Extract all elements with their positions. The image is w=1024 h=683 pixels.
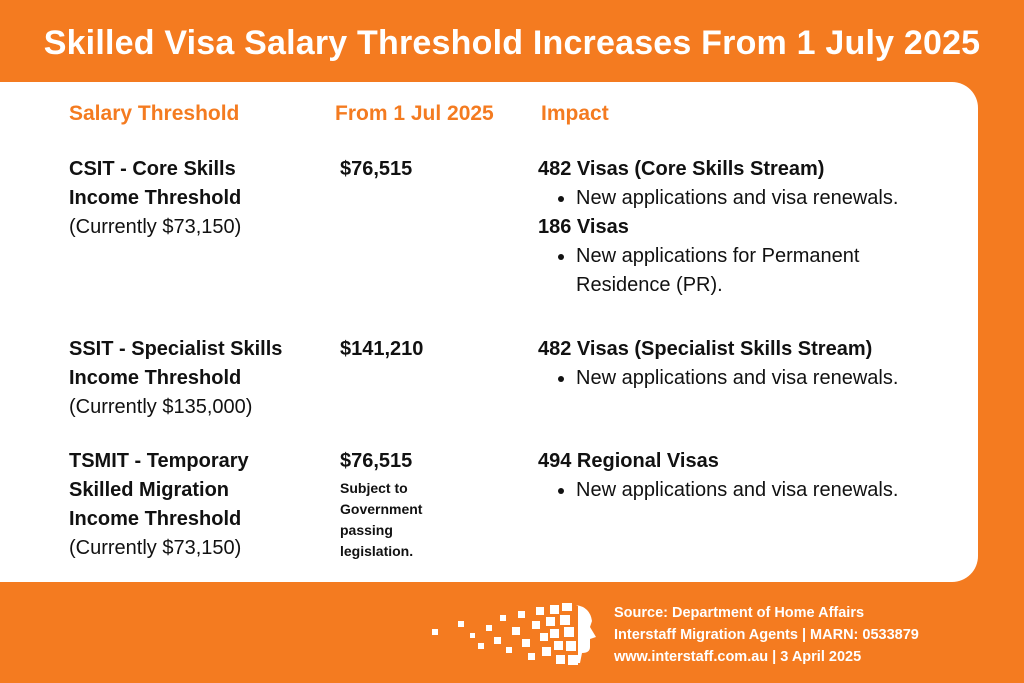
header-impact: Impact <box>541 102 609 125</box>
impact-detail: • New applications for Permanent Residence (PR). <box>576 242 958 300</box>
impact-list <box>538 364 958 393</box>
current-threshold: (Currently $135,000) <box>69 396 253 418</box>
threshold-amount: $76,515 <box>340 450 413 472</box>
current-threshold: (Currently $73,150) <box>69 216 242 238</box>
threshold-name <box>69 155 329 242</box>
impact-list <box>538 476 958 505</box>
impact-list <box>538 184 958 213</box>
visa-type: 482 Visas (Core Skills Stream) <box>538 158 825 180</box>
impact-detail: • New applications and visa renewals. <box>576 476 958 505</box>
new-threshold <box>340 447 520 562</box>
footer-info <box>614 602 919 668</box>
impact-detail: • New applications and visa renewals. <box>576 364 958 393</box>
header-from-date: From 1 Jul 2025 <box>335 102 494 125</box>
threshold-name-line: Income Threshold <box>69 508 242 530</box>
threshold-name-line: CSIT - Core Skills <box>69 158 236 180</box>
threshold-name <box>69 335 329 422</box>
threshold-name-line: Skilled Migration <box>69 479 230 501</box>
threshold-name-line: SSIT - Specialist Skills <box>69 338 283 360</box>
footer-website: www.interstaff.com.au | 3 April 2025 <box>614 649 862 665</box>
threshold-name <box>69 447 329 563</box>
impact-cell <box>538 447 958 505</box>
threshold-name-line: TSMIT - Temporary <box>69 450 249 472</box>
new-threshold <box>340 335 520 364</box>
threshold-amount: $76,515 <box>340 158 413 180</box>
header-salary-threshold: Salary Threshold <box>69 102 240 125</box>
legislation-note: Subject to Government passing legislation. <box>340 480 423 559</box>
page-title: Skilled Visa Salary Threshold Increases From 1 July 2025 <box>43 24 981 62</box>
threshold-amount: $141,210 <box>340 338 424 360</box>
impact-cell <box>538 155 958 300</box>
current-threshold: (Currently $73,150) <box>69 537 242 559</box>
visa-type: 494 Regional Visas <box>538 450 719 472</box>
threshold-name-line: Income Threshold <box>69 367 242 389</box>
impact-cell <box>538 335 958 393</box>
visa-type: 482 Visas (Specialist Skills Stream) <box>538 338 873 360</box>
impact-detail: • New applications and visa renewals. <box>576 184 958 213</box>
impact-list <box>538 242 958 300</box>
threshold-table <box>0 82 978 582</box>
pixel-head-icon <box>430 603 600 667</box>
footer-agent: Interstaff Migration Agents | MARN: 0533879 <box>614 627 919 643</box>
footer-source: Source: Department of Home Affairs <box>614 605 865 621</box>
visa-type: 186 Visas <box>538 216 629 238</box>
threshold-name-line: Income Threshold <box>69 187 242 209</box>
new-threshold <box>340 155 520 184</box>
